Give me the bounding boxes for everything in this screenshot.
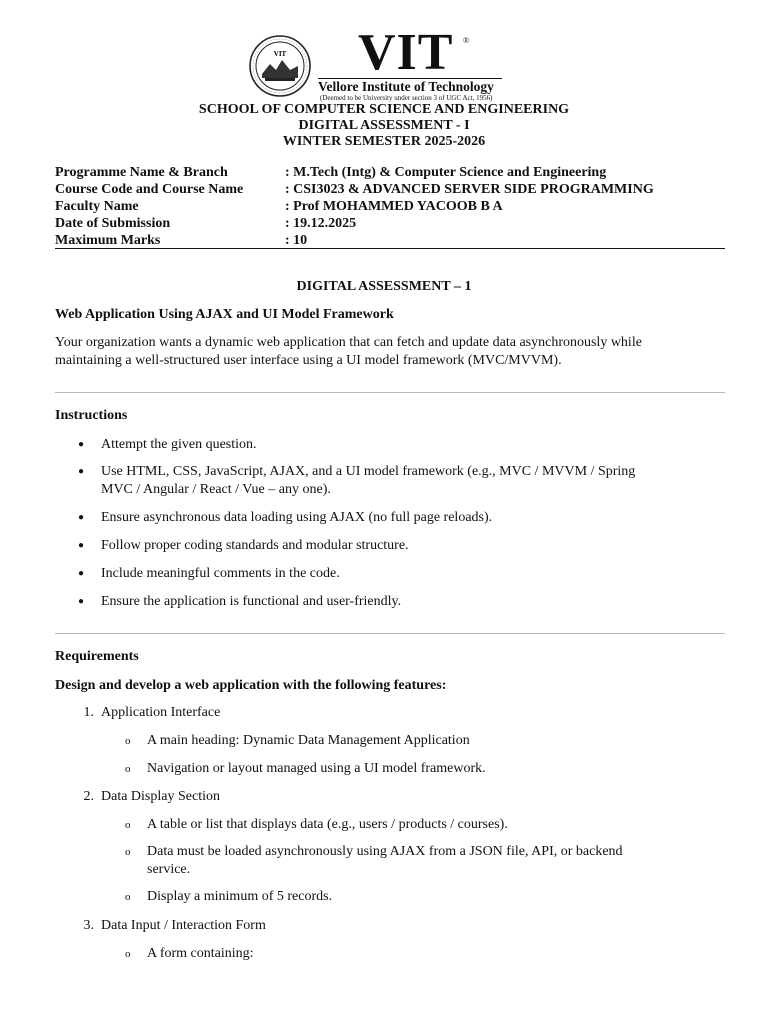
instruction-text: Attempt the given question. bbox=[101, 437, 257, 452]
section-divider bbox=[55, 633, 725, 634]
requirement-text: A table or list that displays data (e.g., users / products / courses). bbox=[147, 817, 508, 832]
section-number: 3. bbox=[83, 918, 94, 933]
section-number: 2. bbox=[83, 789, 94, 804]
section-divider bbox=[55, 392, 725, 393]
section-title: Data Input / Interaction Form bbox=[101, 918, 266, 933]
circle-bullet-icon: o bbox=[125, 846, 131, 858]
bullet-icon: ● bbox=[78, 466, 85, 477]
requirement-text: Display a minimum of 5 records. bbox=[147, 889, 333, 904]
requirements-heading: Requirements bbox=[55, 649, 139, 664]
meta-value: : Prof MOHAMMED YACOOB B A bbox=[285, 199, 503, 214]
meta-key: Course Code and Course Name bbox=[55, 182, 244, 197]
section-title: Application Interface bbox=[101, 705, 221, 720]
header-divider bbox=[55, 248, 725, 249]
document-title: DIGITAL ASSESSMENT – 1 bbox=[296, 279, 472, 294]
bullet-icon: ● bbox=[78, 596, 85, 607]
seal-text: VIT bbox=[273, 50, 287, 58]
bullet-icon: ● bbox=[78, 540, 85, 551]
intro-line: maintaining a well-structured user interface using a UI model framework (MVC/MVVM). bbox=[55, 353, 562, 368]
brand-name: Vellore Institute of Technology bbox=[318, 78, 502, 95]
circle-bullet-icon: o bbox=[125, 891, 131, 903]
brand-subtitle: (Deemed to be University under section 3 of UGC Act, 1956) bbox=[320, 94, 493, 102]
circle-bullet-icon: o bbox=[125, 948, 131, 960]
instruction-text: Ensure asynchronous data loading using AJAX (no full page reloads). bbox=[101, 510, 493, 525]
instruction-text: Ensure the application is functional and user-friendly. bbox=[101, 594, 402, 609]
meta-value: : 10 bbox=[285, 233, 308, 248]
requirements-lead: Design and develop a web application with the following features: bbox=[55, 678, 447, 693]
circle-bullet-icon: o bbox=[125, 763, 131, 775]
section-title: Data Display Section bbox=[101, 789, 220, 804]
bullet-icon: ● bbox=[78, 512, 85, 523]
vit-logo bbox=[248, 24, 508, 102]
meta-key: Maximum Marks bbox=[55, 233, 161, 248]
meta-value: : 19.12.2025 bbox=[285, 216, 357, 231]
intro-line: Your organization wants a dynamic web application that can fetch and update data asynchronously while bbox=[55, 335, 642, 350]
section-number: 1. bbox=[83, 705, 94, 720]
bullet-icon: ● bbox=[78, 439, 85, 450]
document-subtitle: Web Application Using AJAX and UI Model Framework bbox=[55, 307, 394, 322]
meta-row bbox=[55, 232, 725, 249]
brand-wordmark: VIT bbox=[358, 24, 454, 81]
meta-key: Date of Submission bbox=[55, 216, 171, 231]
requirement-text: A form containing: bbox=[147, 946, 254, 961]
requirement-text: Navigation or layout managed using a UI model framework. bbox=[147, 761, 486, 776]
instructions-heading: Instructions bbox=[55, 408, 128, 423]
course-meta bbox=[55, 164, 725, 249]
school-name: SCHOOL OF COMPUTER SCIENCE AND ENGINEERING bbox=[198, 102, 570, 117]
meta-row bbox=[55, 198, 725, 215]
requirement-text: Data must be loaded asynchronously using AJAX from a JSON file, API, or backend bbox=[147, 844, 623, 859]
circle-bullet-icon: o bbox=[125, 735, 131, 747]
university-seal-icon bbox=[248, 34, 312, 98]
meta-row bbox=[55, 215, 725, 232]
assessment-line: DIGITAL ASSESSMENT - I bbox=[298, 118, 470, 133]
meta-key: Faculty Name bbox=[55, 199, 139, 214]
instruction-text: Include meaningful comments in the code. bbox=[101, 566, 340, 581]
registered-mark: ® bbox=[463, 36, 470, 45]
meta-key: Programme Name & Branch bbox=[55, 165, 228, 180]
meta-value: : M.Tech (Intg) & Computer Science and Engineering bbox=[285, 165, 607, 180]
semester-line: WINTER SEMESTER 2025-2026 bbox=[282, 134, 486, 149]
instruction-text: Follow proper coding standards and modular structure. bbox=[101, 538, 409, 553]
requirement-text: service. bbox=[147, 862, 191, 877]
meta-row bbox=[55, 181, 725, 198]
bullet-icon: ● bbox=[78, 568, 85, 579]
meta-row bbox=[55, 164, 725, 181]
meta-value: : CSI3023 & ADVANCED SERVER SIDE PROGRAMMING bbox=[285, 182, 654, 197]
circle-bullet-icon: o bbox=[125, 819, 131, 831]
instruction-text: Use HTML, CSS, JavaScript, AJAX, and a UI model framework (e.g., MVC / MVVM / Spring bbox=[101, 464, 636, 479]
instruction-text: MVC / Angular / React / Vue – any one). bbox=[101, 482, 331, 497]
requirement-text: A main heading: Dynamic Data Management Application bbox=[147, 733, 470, 748]
